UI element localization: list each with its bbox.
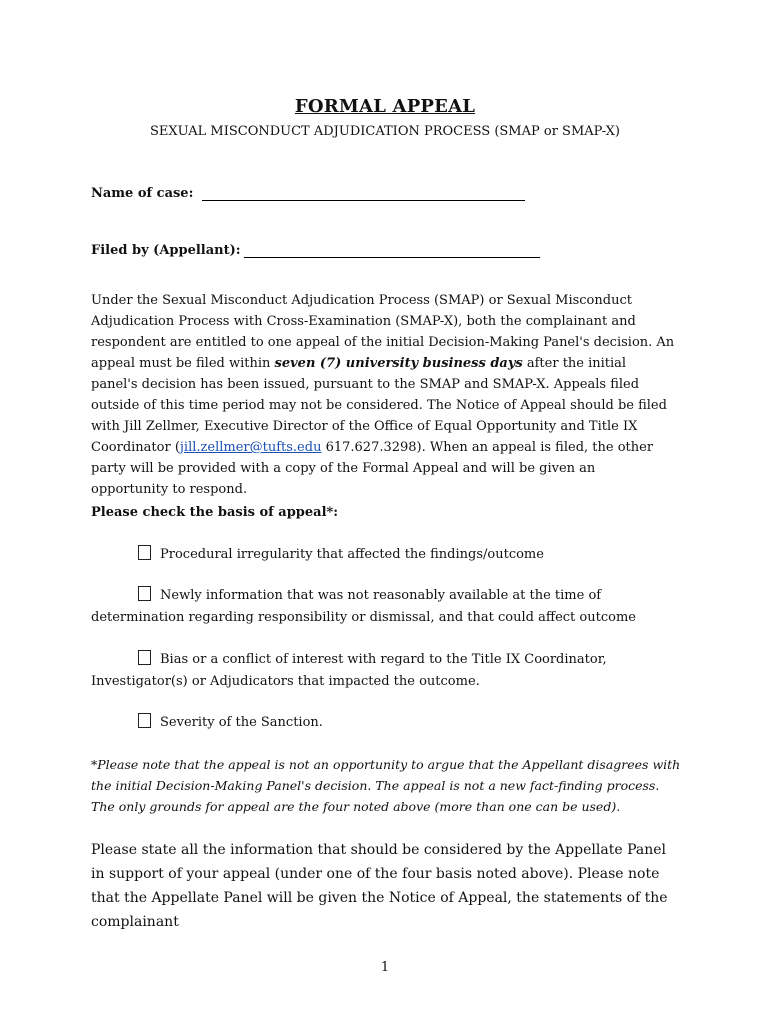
- intro-text-3: 617.627.3298). When an appeal is filed, the other party will be provided with a copy of the Formal Appeal and will be given an opportunity to respond.: [91, 440, 654, 497]
- appeal-option-sanction: [91, 712, 676, 734]
- name-of-case-field[interactable]: [202, 200, 525, 201]
- intro-text-1: Under the Sexual Misconduct Adjudication Process (SMAP) or Sexual Misconduct Adjudication Process with Cross-Examination (SMAP-X), both the complainant and respondent are entitled to one appeal of the initial Decision-Making Panel's decision. An appeal must be filed within: [91, 293, 675, 371]
- sanction-checkbox[interactable]: [138, 713, 151, 728]
- basis-heading: Please check the basis of appeal*:: [91, 505, 339, 520]
- option-label: Severity of the Sanction.: [160, 715, 323, 730]
- document-subtitle: SEXUAL MISCONDUCT ADJUDICATION PROCESS (SMAP or SMAP-X): [150, 124, 620, 139]
- new-information-checkbox[interactable]: [138, 586, 151, 601]
- deadline-emphasis: seven (7) university business days: [274, 356, 523, 371]
- filed-by-label: Filed by (Appellant):: [91, 243, 241, 258]
- intro-paragraph: [91, 290, 676, 500]
- name-of-case-label: Name of case:: [91, 186, 194, 201]
- coordinator-email-link[interactable]: jill.zellmer@tufts.edu: [179, 440, 322, 455]
- appeal-option-new-information: [91, 585, 676, 629]
- instructions-paragraph: Please state all the information that should be considered by the Appellate Panel in support of your appeal (under one of the four basis noted above). Please note that the Appellate Panel will be given the Notice of Appeal, the statements of the complainant: [91, 842, 668, 930]
- option-label: Procedural irregularity that affected the findings/outcome: [160, 547, 544, 562]
- filed-by-field[interactable]: [244, 257, 540, 258]
- intro-text-2: after the initial panel's decision has been issued, pursuant to the SMAP and SMAP-X. Appeals filed outside of this time period may not be considered. The Notice of Appeal should be filed with Jill Zellmer, Executive Director of the Office of Equal Opportunity and Title IX Coordinator (: [91, 356, 667, 455]
- procedural-checkbox[interactable]: [138, 545, 151, 560]
- option-label: Bias or a conflict of interest with regard to the Title IX Coordinator, Investigator(s) or Adjudicators that impacted the outcome.: [91, 652, 607, 689]
- option-label: Newly information that was not reasonably available at the time of determination regarding responsibility or dismissal, and that could affect outcome: [91, 588, 636, 625]
- appeal-option-procedural: [91, 544, 676, 566]
- document-title: FORMAL APPEAL: [294, 96, 476, 117]
- appeal-note: *Please note that the appeal is not an opportunity to argue that the Appellant disagrees with the initial Decision-Making Panel's decision. The appeal is not a new fact-finding process. The only grounds for appeal are the four noted above (more than one can be used).: [91, 757, 681, 814]
- bias-checkbox[interactable]: [138, 650, 151, 665]
- page-number: 1: [380, 960, 390, 975]
- appeal-option-bias: [91, 649, 676, 693]
